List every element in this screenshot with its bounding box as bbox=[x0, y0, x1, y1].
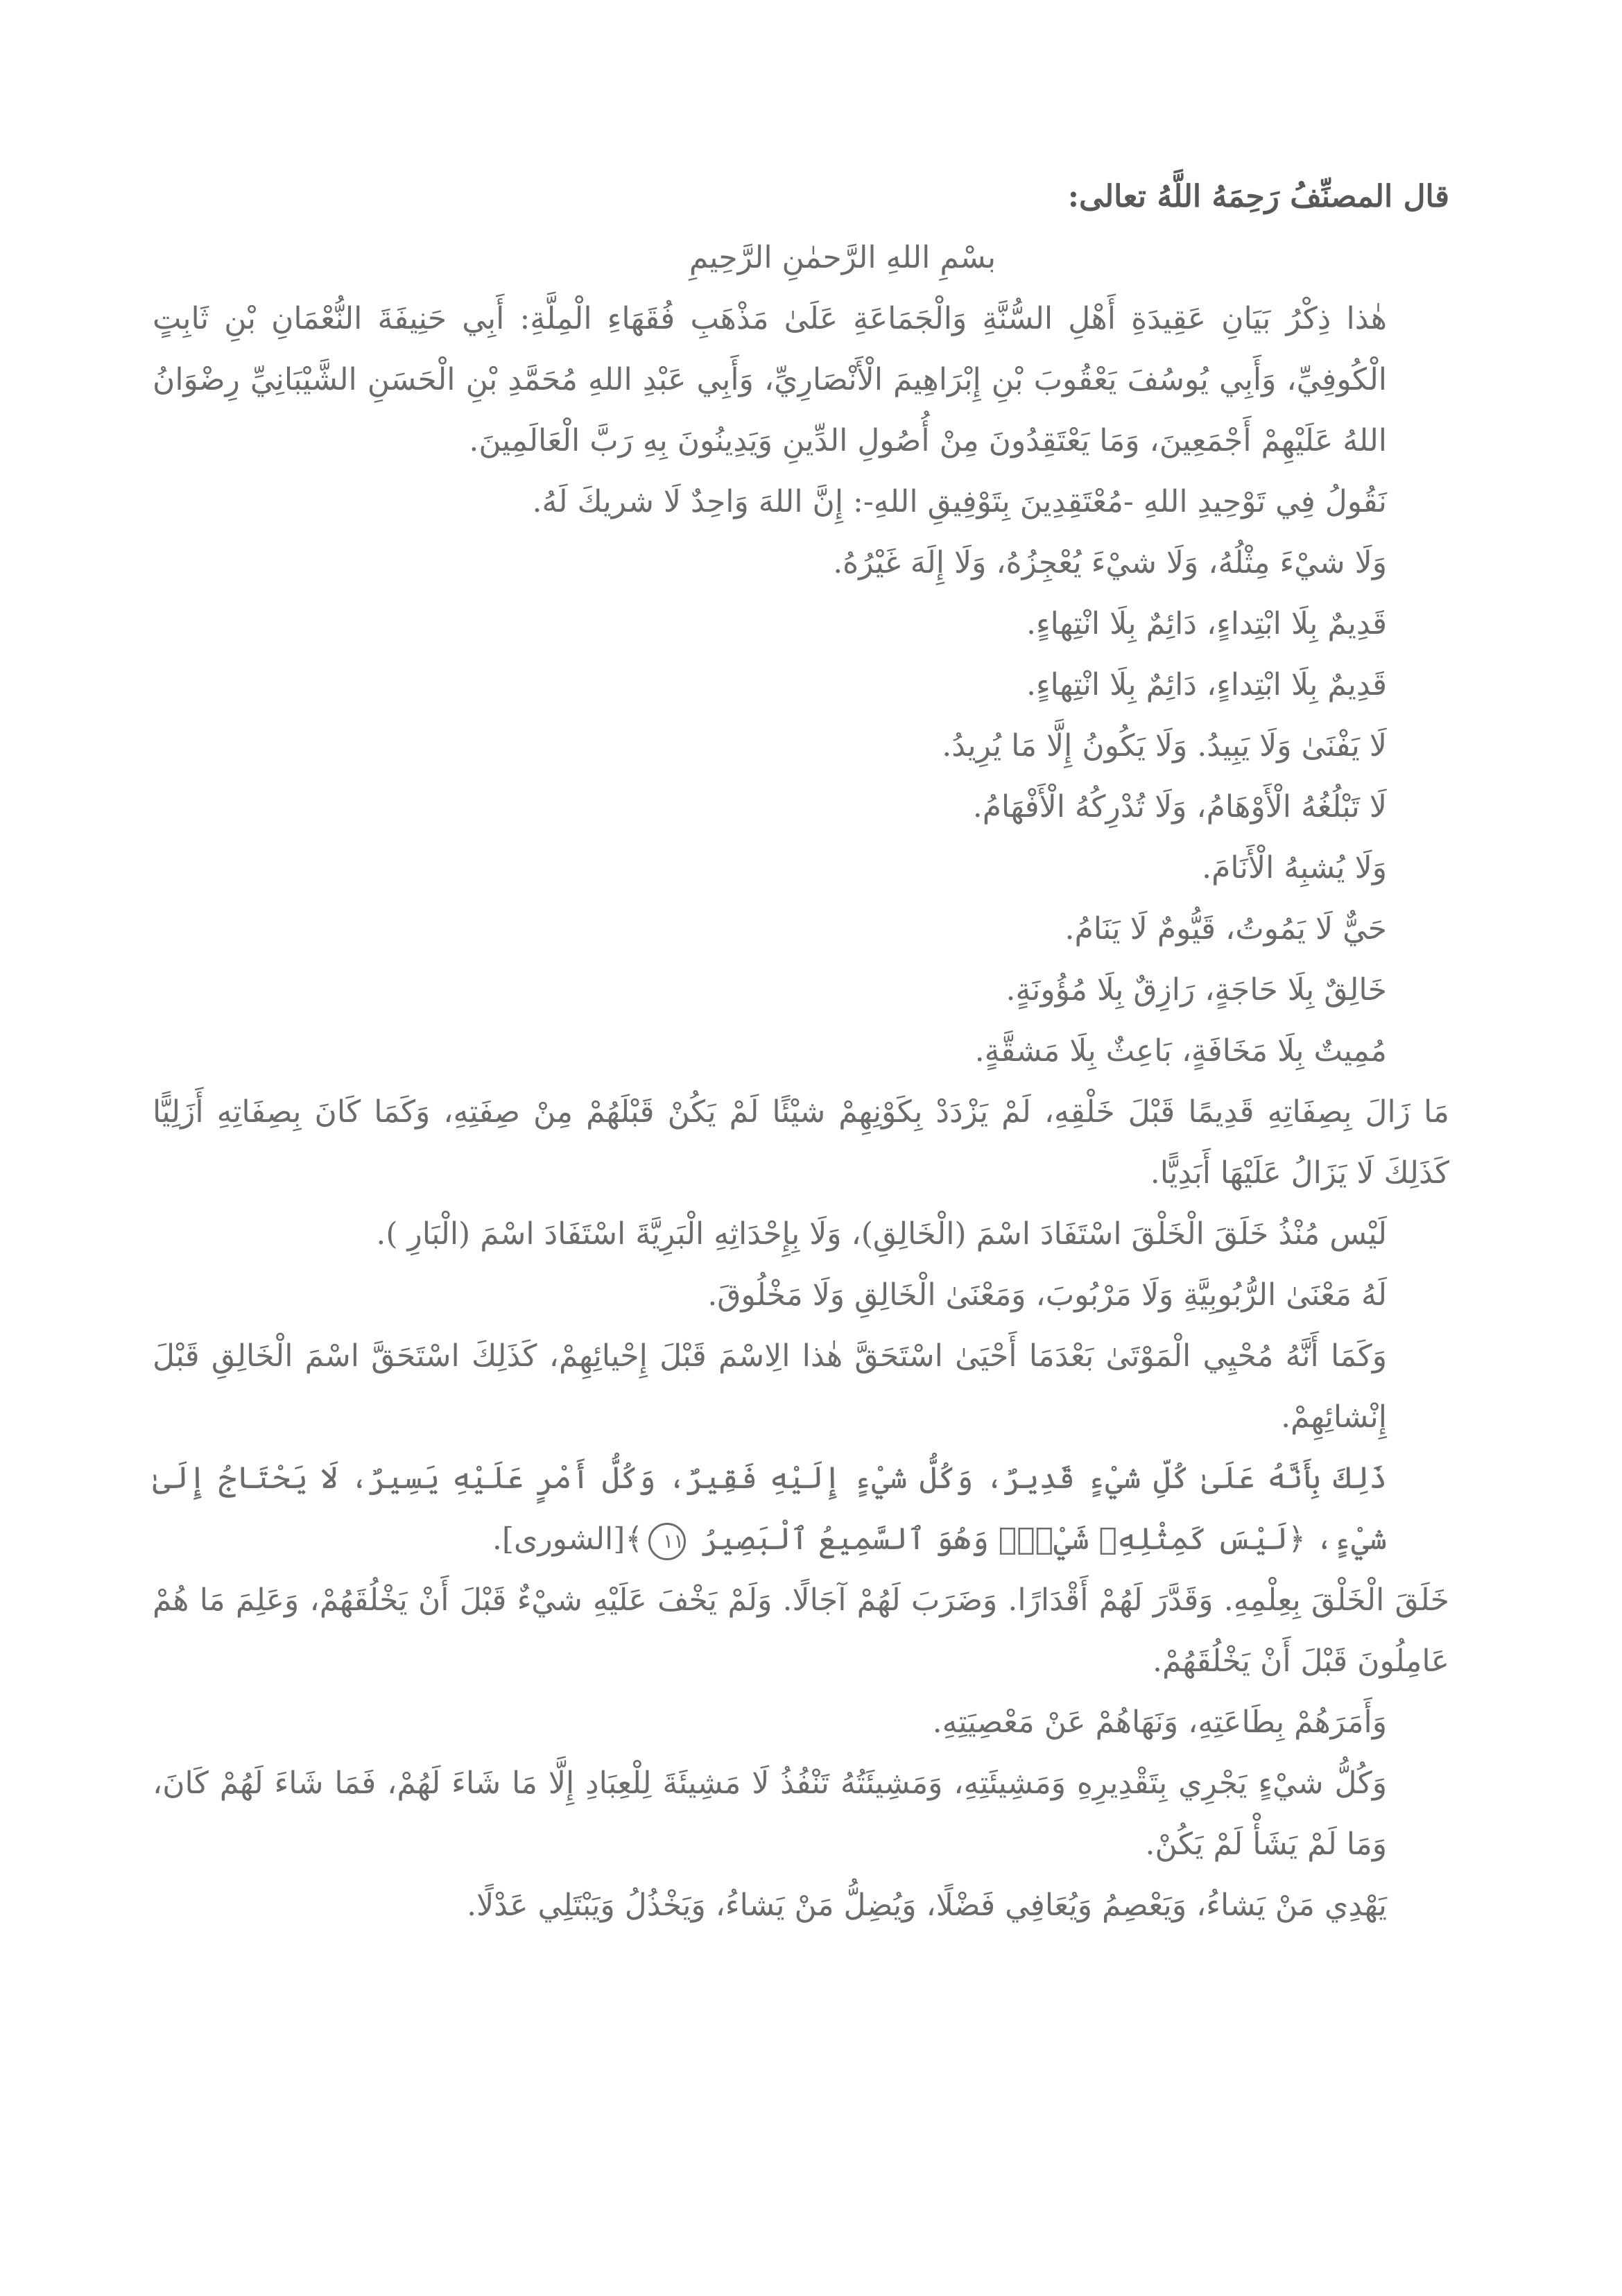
paragraph: مُمِيتٌ بِلَا مَخَافَةٍ، بَاعِثٌ بِلَا مَشقَّةٍ. bbox=[974, 1033, 1387, 1069]
paragraph: خَالِقٌ بِلَا حَاجَةٍ، رَازِقٌ بِلَا مُؤُونَةٍ. bbox=[1006, 972, 1387, 1008]
page-heading: قال المصنِّفُ رَحِمَهُ اللَّهُ تعالى: bbox=[1067, 179, 1449, 214]
basmala-line: بسْمِ اللهِ الرَّحمٰنِ الرَّحِيمِ bbox=[689, 240, 997, 275]
paragraph: مَا زَالَ بِصِفَاتِهِ قَدِيمًا قَبْلَ خَلْقِهِ، لَمْ يَزْدَدْ بِكَوْنِهِمْ شيْئًا لَمْ يَكُنْ قَبْلَهُمْ مِنْ صِفَتِهِ، وَكَمَا كَانَ بِصِفَاتِهِ أَزَلِيًّا كَذَلِكَ لَا يَزَالُ عَلَيْهَا أَبَدِيًّا. bbox=[153, 1094, 1449, 1191]
paragraph: وَلَا شيْءَ مِثْلُهُ، وَلَا شيْءَ يُعْجِزُهُ، وَلَا إِلَهَ غَيْرُهُ. bbox=[833, 545, 1387, 580]
paragraph: وَكُلُّ شيْءٍ يَجْرِي بِتَقْدِيرِهِ وَمَشِيئَتِهِ، وَمَشِيئَتُهُ تَنْفُذُ لَا مَشِيئَةَ لِلْعِبَادِ إِلَّا مَا شَاءَ لَهُمْ، فَمَا شَاءَ لَهُمْ كَانَ، وَمَا لَمْ يَشَأْ لَمْ يَكُنْ. bbox=[153, 1766, 1387, 1862]
paragraph: قَدِيمٌ بِلَا ابْتِداءٍ، دَائِمٌ بِلَا انْتِهاءٍ. bbox=[1026, 606, 1387, 641]
paragraph: لَا يَفْنَىٰ وَلَا يَبِيدُ. وَلَا يَكُونُ إِلَّا مَا يُرِيدُ. bbox=[942, 728, 1387, 763]
verse-source: [الشورى]. bbox=[492, 1521, 625, 1557]
paragraph: لَيْس مُنْذُ خَلَقَ الْخَلْقَ اسْتَفَادَ اسْمَ (الْخَالِقِ)، وَلَا بِإِحْدَاثِهِ الْبَرِيَّةَ اسْتَفَادَ اسْمَ (الْبَارِ ). bbox=[376, 1216, 1387, 1252]
paragraph: يَهْدِي مَنْ يَشاءُ، وَيَعْصِمُ وَيُعَافِي فَضْلًا، وَيُضِلُّ مَنْ يَشاءُ، وَيَخْذُلُ وَيَبْتَلِي عَدْلًا. bbox=[467, 1888, 1387, 1923]
paragraph: وَلَا يُشبِهُ الْأَنَامَ. bbox=[1202, 850, 1387, 886]
paragraph-verse-text: ذَلِكَ بِأَنَّهُ عَلَىٰ كُلِّ شيْءٍ قَدِيرٌ، وَكُلُّ شيْءٍ إِلَيْهِ فَقِيرٌ، وَكُلُّ أَمْرٍ عَلَيْهِ يَسِيرٌ، لَا يَحْتَاجُ إِلَىٰ شيْءٍ، ﴿لَيْسَ كَمِثْلِهِۦ شَيْءٌۖ وَهُوَ ٱلسَّمِيعُ ٱلْبَصِيرُ bbox=[153, 1460, 1387, 1557]
paragraph: نَقُولُ فِي تَوْحِيدِ اللهِ -مُعْتَقِدِينَ بِتَوْفِيقِ اللهِ-: إِنَّ اللهَ وَاحِدٌ لَا شريكَ لَهُ. bbox=[532, 484, 1387, 519]
paragraph: خَلَقَ الْخَلْقَ بِعِلْمِهِ. وَقَدَّرَ لَهُمْ أَقْدَارًا. وَضَرَبَ لَهُمْ آجَالًا. وَلَمْ يَخْفَ عَلَيْهِ شيْءٌ قَبْلَ أَنْ يَخْلُقَهُمْ، وَعَلِمَ مَا هُمْ عَامِلُونَ قَبْلَ أَنْ يَخْلُقَهُمْ. bbox=[153, 1582, 1450, 1679]
paragraph-intro: هٰذا ذِكْرُ بَيَانِ عَقِيدَةِ أَهْلِ السُّنَّةِ وَالْجَمَاعَةِ عَلَىٰ مَذْهَبِ فُقَهَاءِ الْمِلَّةِ: أَبِي حَنِيفَةَ النُّعْمَانِ بْنِ ثَابِتٍ الْكُوفِيِّ، وَأَبِي يُوسُفَ يَعْقُوبَ بْنِ إِبْرَاهِيمَ الْأَنْصَارِيِّ، وَأَبِي عَبْدِ اللهِ مُحَمَّدِ بْنِ الْحَسَنِ الشَّيْبَانِيِّ رِضْوَانُ اللهُ عَلَيْهِمْ أَجْمَعِينَ، وَمَا يَعْتَقِدُونَ مِنْ أُصُولِ الدِّينِ وَيَدِينُونَ بِهِ رَبَّ الْعَالَمِينَ. bbox=[153, 301, 1387, 458]
paragraph-with-verse bbox=[153, 1448, 1449, 1570]
paragraph: حَيٌّ لَا يَمُوتُ، قَيُّومٌ لَا يَنَامُ. bbox=[1064, 911, 1387, 947]
paragraph: لَا تَبْلُغُهُ الْأَوْهَامُ، وَلَا تُدْرِكُهُ الْأَفْهَامُ. bbox=[972, 789, 1387, 825]
paragraph: وَأَمَرَهُمْ بِطَاعَتِهِ، وَنَهَاهُمْ عَنْ مَعْصِيَتِهِ. bbox=[932, 1704, 1387, 1740]
paragraph: لَهُ مَعْنَىٰ الرُّبُوبِيَّةِ وَلَا مَرْبُوبَ، وَمَعْنَىٰ الْخَالِقِ وَلَا مَخْلُوقَ. bbox=[707, 1277, 1387, 1313]
document-page bbox=[153, 166, 1449, 1936]
verse-number-marker: ١١ bbox=[648, 1523, 686, 1560]
paragraph: قَدِيمٌ بِلَا ابْتِداءٍ، دَائِمٌ بِلَا انْتِهاءٍ. bbox=[1026, 667, 1387, 702]
verse-close-bracket: ﴾ bbox=[625, 1521, 644, 1557]
paragraph: وَكَمَا أَنَّهُ مُحْيِي الْمَوْتَىٰ بَعْدَمَا أَحْيَىٰ اسْتَحَقَّ هٰذا الِاسْمَ قَبْلَ إِحْيائِهِمْ، كَذَلِكَ اسْتَحَقَّ اسْمَ الْخَالِقِ قَبْلَ إِنْشائِهِمْ. bbox=[153, 1338, 1387, 1435]
